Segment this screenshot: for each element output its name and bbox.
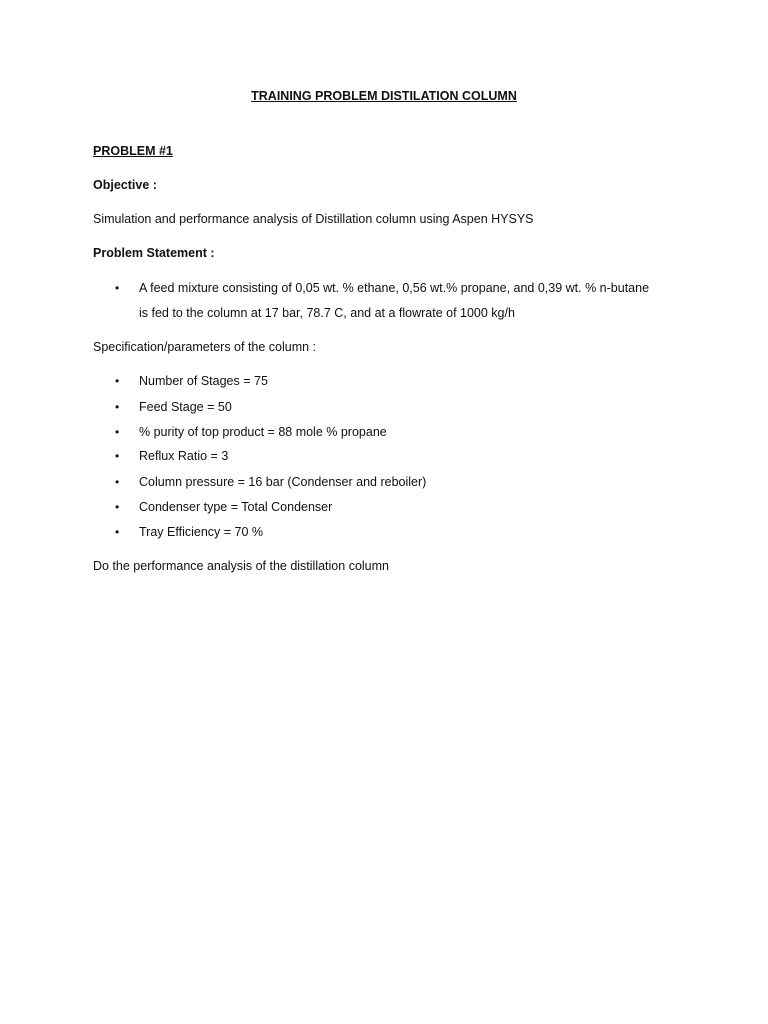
problem-statement-line-1: A feed mixture consisting of 0,05 wt. % ethane, 0,56 wt.% propane, and 0,39 wt. % n-butane (139, 281, 650, 295)
bullet-icon: • (115, 281, 120, 295)
bullet-icon: • (115, 425, 120, 439)
spec-label: Specification/parameters of the column : (93, 340, 317, 354)
bullet-icon: • (115, 374, 120, 388)
bullet-icon: • (115, 449, 120, 463)
bullet-icon: • (115, 525, 120, 539)
spec-item-text: Number of Stages = 75 (139, 374, 268, 388)
spec-item-text: Column pressure = 16 bar (Condenser and reboiler) (139, 475, 427, 489)
document-title: TRAINING PROBLEM DISTILATION COLUMN (251, 89, 517, 103)
problem-heading: PROBLEM #1 (93, 144, 173, 158)
spec-item-text: Tray Efficiency = 70 % (139, 525, 264, 539)
problem-statement-label: Problem Statement : (93, 246, 215, 260)
problem-statement-line-2: is fed to the column at 17 bar, 78.7 C, and at a flowrate of 1000 kg/h (139, 306, 515, 320)
bullet-icon: • (115, 400, 120, 414)
spec-item-text: % purity of top product = 88 mole % propane (139, 425, 387, 439)
spec-item-text: Reflux Ratio = 3 (139, 449, 229, 463)
closing-text: Do the performance analysis of the distillation column (93, 559, 389, 573)
objective-text: Simulation and performance analysis of Distillation column using Aspen HYSYS (93, 212, 534, 226)
bullet-icon: • (115, 475, 120, 489)
spec-item-text: Feed Stage = 50 (139, 400, 232, 414)
spec-item-text: Condenser type = Total Condenser (139, 500, 333, 514)
bullet-icon: • (115, 500, 120, 514)
objective-label: Objective : (93, 178, 157, 192)
